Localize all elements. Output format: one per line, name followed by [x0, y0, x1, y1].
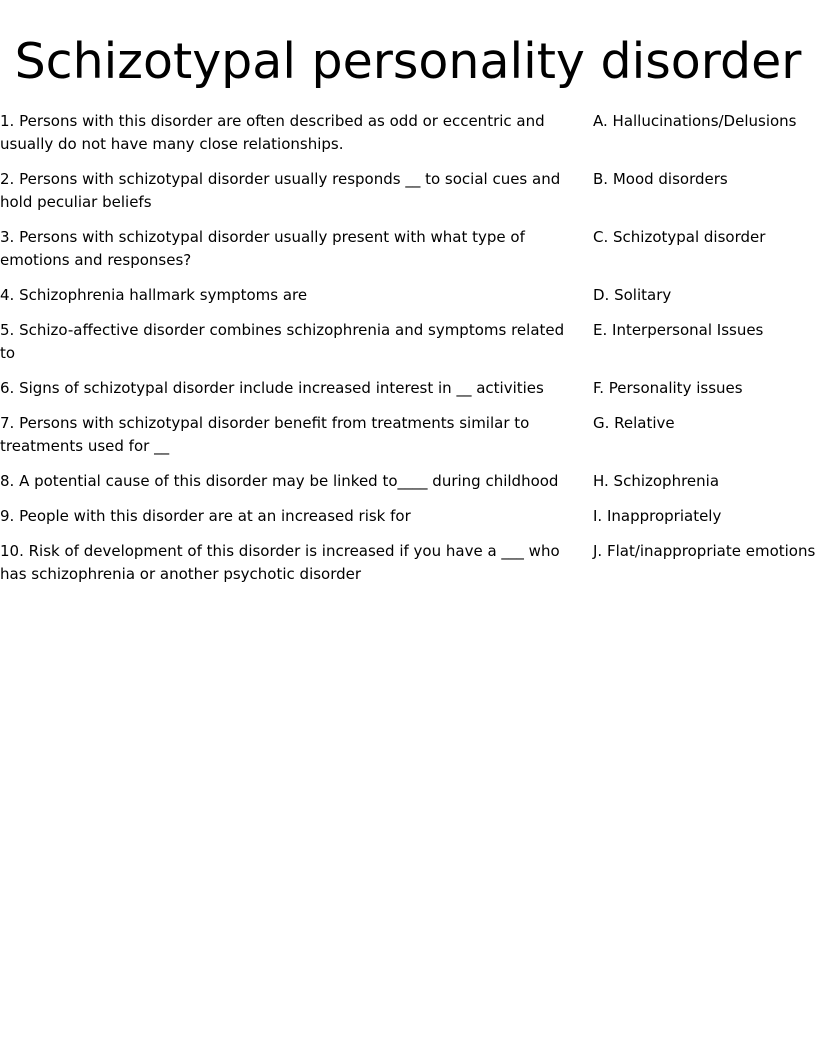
- question-8: 8. A potential cause of this disorder may be linked to____ during childhood: [0, 472, 559, 490]
- question-row-9: [0, 505, 816, 528]
- question-row-5: [0, 319, 816, 365]
- answer-g: G. Relative: [593, 414, 675, 432]
- answer-a: A. Hallucinations/Delusions: [593, 112, 797, 130]
- question-9: 9. People with this disorder are at an increased risk for: [0, 507, 411, 525]
- question-1: 1. Persons with this disorder are often described as odd or eccentric and usually do not have many close relationships.: [0, 112, 545, 153]
- answer-i: I. Inappropriately: [593, 507, 722, 525]
- question-row-10: [0, 540, 816, 586]
- question-row-7: [0, 412, 816, 458]
- question-row-3: [0, 226, 816, 272]
- matching-worksheet: [0, 110, 816, 598]
- question-row-8: [0, 470, 816, 493]
- question-6: 6. Signs of schizotypal disorder include increased interest in __ activities: [0, 379, 544, 397]
- question-7: 7. Persons with schizotypal disorder benefit from treatments similar to treatments used for __: [0, 414, 530, 455]
- question-row-2: [0, 168, 816, 214]
- answer-f: F. Personality issues: [593, 379, 743, 397]
- question-2: 2. Persons with schizotypal disorder usually responds __ to social cues and hold peculiar beliefs: [0, 170, 561, 211]
- answer-e: E. Interpersonal Issues: [593, 321, 764, 339]
- answer-d: D. Solitary: [593, 286, 672, 304]
- answer-b: B. Mood disorders: [593, 170, 728, 188]
- answer-j: J. Flat/inappropriate emotions: [593, 542, 816, 560]
- page-title: Schizotypal personality disorder: [14, 33, 802, 90]
- question-4: 4. Schizophrenia hallmark symptoms are: [0, 286, 308, 304]
- question-5: 5. Schizo-affective disorder combines schizophrenia and symptoms related to: [0, 321, 565, 362]
- question-row-4: [0, 284, 816, 307]
- answer-h: H. Schizophrenia: [593, 472, 720, 490]
- question-3: 3. Persons with schizotypal disorder usually present with what type of emotions and responses?: [0, 228, 525, 269]
- question-row-1: [0, 110, 816, 156]
- question-row-6: [0, 377, 816, 400]
- question-10: 10. Risk of development of this disorder is increased if you have a ___ who has schizophrenia or another psychotic disorder: [0, 542, 560, 583]
- answer-c: C. Schizotypal disorder: [593, 228, 766, 246]
